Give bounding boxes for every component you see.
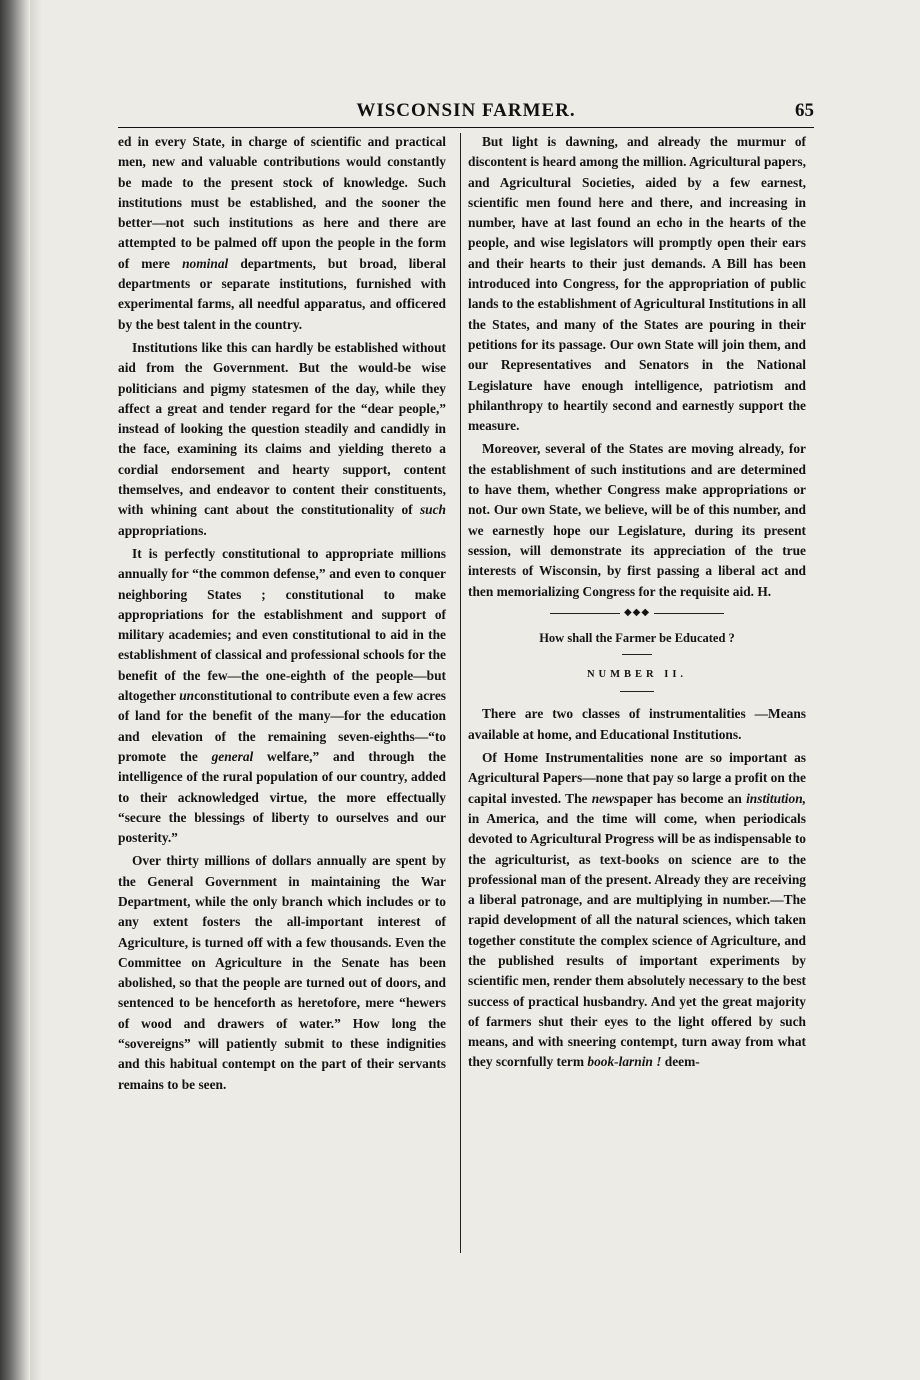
binding-shadow-fade bbox=[30, 0, 42, 1380]
ornament-rule-left bbox=[550, 613, 620, 614]
left-column bbox=[118, 132, 446, 1098]
right-paragraph-2: Moreover, several of the States are moving already, for the establishment of such institutions and are determined to have them, whether Congress make appropriations or not. Our own State, we believe, will be of this number, and we earnestly hope our Legislature, during its present session, will demonstrate its appreciation of the true interests of Wisconsin, by first passing a liberal act and then memorializing Congress for the requisite aid. H. bbox=[468, 441, 806, 599]
right-paragraph-4: Of Home Instrumentalities none are so important as Agricultural Papers—none that pay so large a profit on the capital invested. The newspaper has become an institution, in America, and the time will come, when periodicals devoted to Agricultural Progress will be as indispensable to the agriculturist, as text-books on science are to the professional man of the present. Already they are receiving a liberal patronage, and are multiplying in number.—The rapid development of all the natural sciences, which taken together constitute the complex science of Agriculture, and the published results of important experiments by scientific men, render them absolutely necessary to the best success of practical husbandry. And yet the great majority of farmers shut their eyes to the light offered by such means, and with sneering contempt, turn away from what they scornfully term book-larnin ! deem- bbox=[468, 750, 806, 1070]
title-rule bbox=[622, 654, 652, 655]
left-paragraph-1: ed in every State, in charge of scientific and practical men, new and valuable contributions would constantly be made to the present stock of knowledge. Such institutions must be established, and the sooner the better—not such institutions as here and there are attempted to be palmed off upon the people in the form of mere nominal departments, but broad, liberal departments or separate institutions, furnished with experimental farms, all needful apparatus, and officered by the best talent in the country. bbox=[118, 134, 446, 332]
running-title: WISCONSIN FARMER. bbox=[356, 100, 576, 121]
article-number: NUMBER II. bbox=[586, 669, 688, 681]
number-rule bbox=[620, 691, 654, 692]
left-paragraph-4: Over thirty millions of dollars annually are spent by the General Government in maintaining the War Department, while the only branch which includes or to any extent fosters the all-important interest of Agriculture, is turned off with a few thousands. Even the Committee on Agriculture in the Senate has been abolished, so that the people are turned out of doors, and sentenced to be henceforth as heretofore, mere “hewers of wood and drawers of water.” How long the “sovereigns” will patiently submit to these indignities and this habitual contempt on the part of their servants remains to be seen. bbox=[118, 853, 446, 1092]
page-number: 65 bbox=[795, 100, 814, 121]
left-paragraph-2: Institutions like this can hardly be established without aid from the Government. But the would-be wise politicians and pigmy statesmen of the day, while they affect a great and tender regard for the “dear people,” instead of looking the question steadily and candidly in the face, examining its claims and yielding thereto a cordial endorsement and hearty support, content themselves, and endeavor to content their constituents, with whining cant about the constitutionality of such appropriations. bbox=[118, 339, 446, 538]
right-paragraph-3: There are two classes of instrumentalities —Means available at home, and Educational Institutions. bbox=[468, 706, 806, 742]
right-paragraph-1: But light is dawning, and already the murmur of discontent is heard among the million. Agricultural papers, and Agricultural Societies, aided by a few earnest, scientific men found here and there, and increasing in number, have at last found an echo in the hearts of the people, and wise legislators will promptly open their ears and their hearts to their just demands. A Bill has been introduced into Congress, for the appropriation of public lands to the establishment of Agricultural Institutions in all the States, and many of the States are pouring in their petitions for its passage. Our own State will join them, and our Representatives and Senators in the National Legislature have enough intelligence, patriotism and philanthropy to heartily second and earnestly support the measure. bbox=[468, 134, 806, 434]
section-ornament bbox=[468, 608, 806, 618]
binding-shadow bbox=[0, 0, 30, 1380]
right-column bbox=[468, 132, 806, 1076]
page-header bbox=[118, 100, 814, 126]
left-paragraph-3: It is perfectly constitutional to appropriate millions annually for “the common defense,” and even to conquer neighboring States ; constitutional to make appropriations for the establishment and support of military academies; and even constitutional to aid in the establishment of classical and professional schools for the benefit of the few—the one-eighth of the people—but altogether unconstitutional to contribute even a few acres of land for the benefit of the many—for the education and elevation of the remaining seven-eighths—“to promote the general welfare,” and through the intelligence of the rural population of our country, added to their acknowledged virtue, the more effectually “secure the blessings of liberty to ourselves and our posterity.” bbox=[118, 545, 446, 846]
diamond-ornament-icon: ◆◆◆ bbox=[623, 606, 651, 618]
article-title: How shall the Farmer be Educated ? bbox=[539, 630, 735, 645]
column-divider bbox=[460, 133, 461, 1253]
ornament-rule-right bbox=[654, 613, 724, 614]
header-rule bbox=[118, 127, 814, 128]
